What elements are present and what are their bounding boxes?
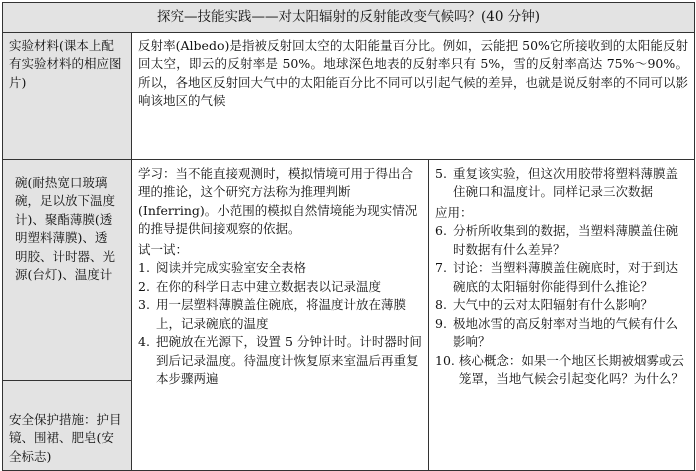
equipment-list: 碗(耐热宽口玻璃碗，足以放下温度计)、聚酯薄膜(透明塑料薄膜)、透明胶、计时器、光源(台灯)、温度计: [15, 174, 116, 282]
list-item: [435, 352, 688, 389]
apply-label: 应用：: [435, 204, 473, 220]
list-item: [435, 222, 688, 259]
step-text: 把碗放在光源下，设置 5 分钟计时。计时器时间到后记录温度。待温度计恢复原来室温后再重复本步骤两遍: [156, 334, 422, 386]
question-number: 6.: [435, 223, 447, 238]
safety-section: [3, 380, 131, 467]
question-number: 10.: [435, 352, 455, 368]
procedure-row: [3, 159, 695, 471]
question-number: 7.: [435, 260, 447, 275]
try-label: 试一试：: [138, 241, 189, 257]
application-column: [429, 159, 695, 471]
steps-list: [138, 259, 422, 389]
question-number: 8.: [435, 297, 447, 312]
question-text: 核心概念：如果一个地区长期被烟雾或云笼罩，当地气候会引起变化吗？为什么？: [458, 352, 684, 386]
step-text: 在你的科学日志中建立数据表以记录温度: [156, 278, 382, 294]
list-item: [435, 315, 688, 352]
list-item: [138, 278, 422, 297]
list-item: [138, 296, 422, 333]
left-column: [3, 159, 132, 471]
materials-row: [3, 32, 695, 159]
step-text: 用一层塑料薄膜盖住碗底，将温度计放在薄膜上，记录碗底的温度: [156, 297, 407, 331]
question-text: 讨论：当塑料薄膜盖住碗底时，对于到达碗底的太阳辐射你能得到什么推论？: [453, 260, 679, 294]
albedo-description: 反射率(Albedo)是指被反射回太空的太阳能量百分比。例如，云能把 50%它所接收到的太阳能反射回太空，即云的反射率是 50%。地球深色地表的反射率只有 5%，雪的反射率高达 75%～90%。所以，各地区反射回大气中的太阳能百分比不同可以引起气候的差异，也就是说反射率的不同可以影响该地区的气候: [132, 32, 695, 159]
step-number: 3.: [138, 297, 150, 312]
questions-list: [435, 222, 688, 389]
question-number: 9.: [435, 315, 447, 331]
materials-label: 实验材料(课本上配有实验材料的相应图片): [3, 32, 132, 159]
question-text: 分析所收集到的数据，当塑料薄膜盖住碗时数据有什么差异？: [453, 223, 679, 257]
step-number: 4.: [138, 334, 150, 349]
repeat-step-list: [435, 165, 688, 202]
list-item: [138, 259, 422, 278]
step-number: 5.: [435, 165, 447, 181]
list-item: [435, 296, 688, 315]
step-text: 阅读并完成实验室安全表格: [156, 260, 307, 275]
safety-measures: 安全保护措施：护目镜、围裙、肥皂(安全标志): [9, 411, 122, 464]
step-number: 2.: [138, 278, 150, 294]
list-item: [435, 259, 688, 296]
step-text: 重复该实验，但这次用胶带将塑料薄膜盖住碗口和温度计。同样记录三次数据: [453, 165, 679, 199]
activity-table: [2, 2, 695, 471]
step-number: 1.: [138, 260, 150, 275]
learning-intro: 学习：当不能直接观测时，模拟情境可用于得出合理的推论，这个研究方法称为推理判断(Inferring)。小范围的模拟自然情境能为现实情况的推导提供间接观察的依据。: [138, 165, 418, 236]
list-item: [435, 165, 688, 202]
question-text: 大气中的云对太阳辐射有什么影响？: [453, 297, 654, 312]
list-item: [138, 333, 422, 389]
question-text: 极地冰雪的高反射率对当地的气候有什么影响？: [453, 315, 679, 349]
activity-title: 探究—技能实践——对太阳辐射的反射能改变气候吗？(40 分钟): [3, 3, 695, 33]
title-row: [3, 3, 695, 33]
procedure-column: [132, 159, 429, 471]
